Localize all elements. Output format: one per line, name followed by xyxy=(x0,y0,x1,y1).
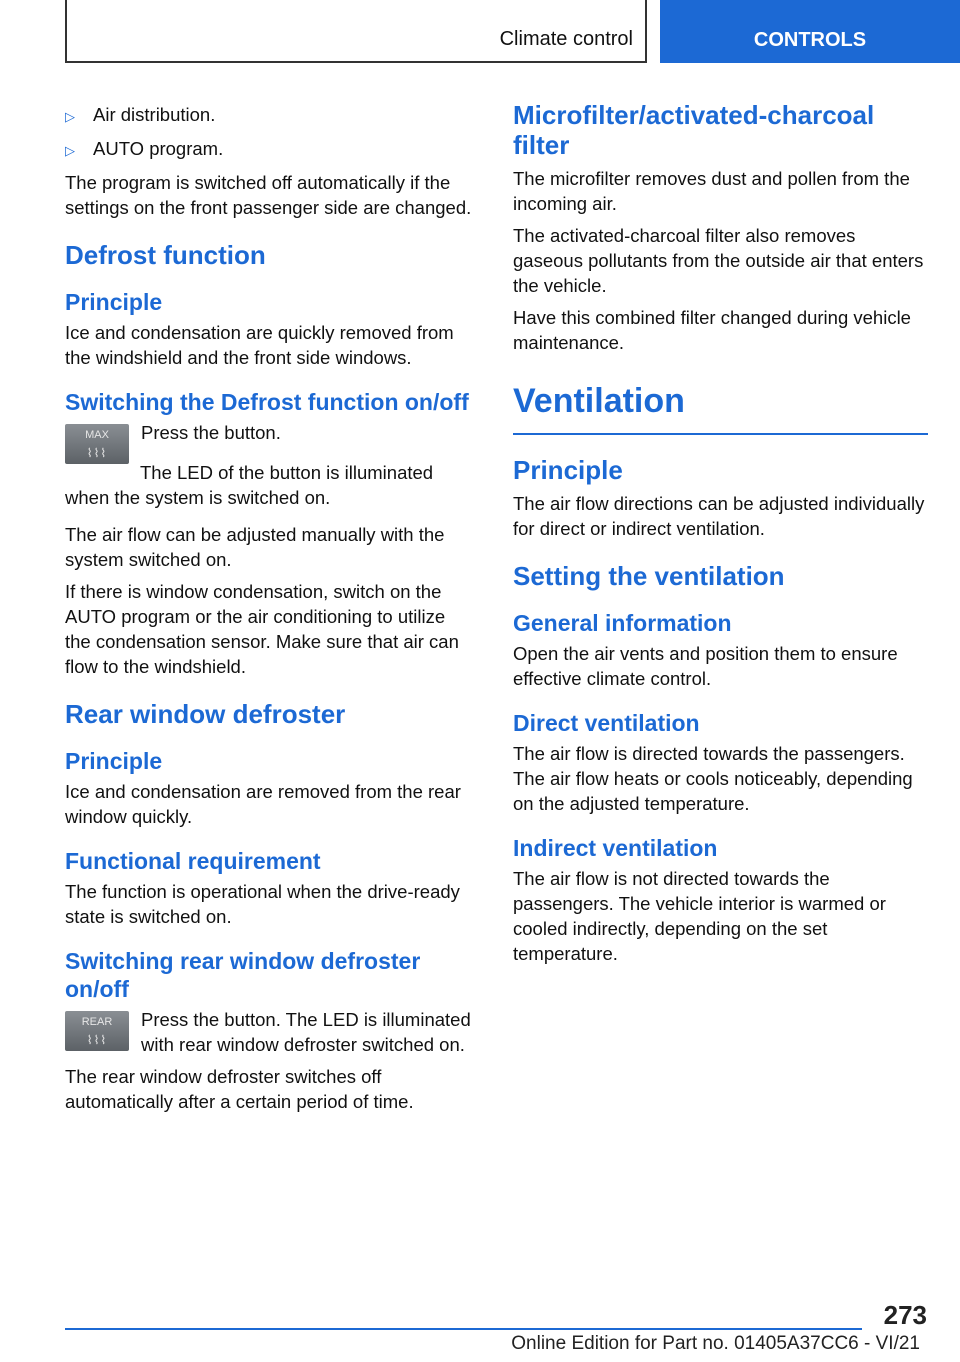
paragraph: The LED of the button is illuminated when the system is switched on. xyxy=(65,462,434,508)
button-label: MAX xyxy=(85,429,109,441)
subheading-general: General information xyxy=(513,610,732,636)
paragraph: The rear window defroster switches off automatically after a certain period of time. xyxy=(65,1066,414,1112)
paragraph: Have this combined filter changed during vehicle maintenance. xyxy=(513,307,911,353)
button-label: REAR xyxy=(81,1016,113,1028)
paragraph: Ice and condensation are removed from the rear window quickly. xyxy=(65,781,461,827)
footer-divider xyxy=(65,1328,862,1330)
paragraph: The microfilter removes dust and pollen from the incoming air. xyxy=(513,168,910,214)
rear-defrost-button-icon xyxy=(65,1011,129,1051)
footer-edition: Online Edition for Part no. 01405A37CC6 - VI/21 xyxy=(511,1333,920,1354)
heading-setting-ventilation: Setting the ventilation xyxy=(513,561,785,591)
list-item-text: Air distribution. xyxy=(93,104,216,125)
triangle-bullet-icon: ▷ xyxy=(65,143,75,158)
paragraph: The program is switched off automatically if the settings on the front passenger side are changed. xyxy=(65,172,472,218)
paragraph: The air flow is directed towards the passengers. The air flow heats or cools noticeably, depending on the adjusted temperature. xyxy=(513,743,913,814)
subheading-direct: Direct ventilation xyxy=(513,710,700,736)
left-column xyxy=(65,100,475,1121)
subheading-principle: Principle xyxy=(65,748,163,774)
list-item-text: AUTO program. xyxy=(93,138,224,159)
paragraph: Press the button. xyxy=(141,422,281,443)
paragraph: The air flow can be adjusted manually with the system switched on. xyxy=(65,524,445,570)
heading-filter: Microfilter/activated-charcoal filter xyxy=(513,100,875,160)
paragraph: If there is window condensation, switch on the AUTO program or the air conditioning to utilize the condensation sensor. Make sure that air can flow to the windshield. xyxy=(65,581,459,677)
heading-ventilation: Ventilation xyxy=(513,379,928,435)
paragraph: The activated-charcoal filter also removes gaseous pollutants from the outside air that enters the vehicle. xyxy=(513,225,924,296)
max-button-row xyxy=(65,420,475,464)
chapter-tab: CONTROLS xyxy=(660,0,960,63)
paragraph: Press the button. The LED is illuminated with rear window defroster switched on. xyxy=(141,1009,471,1055)
header-frame xyxy=(65,0,647,63)
max-defrost-button-icon xyxy=(65,424,129,464)
subheading-principle: Principle xyxy=(65,289,163,315)
list-item xyxy=(65,136,475,163)
subheading-indirect: Indirect ventilation xyxy=(513,835,718,861)
paragraph: The function is operational when the drive-ready state is switched on. xyxy=(65,881,460,927)
heat-lines-icon: ⌇⌇⌇ xyxy=(86,446,108,460)
right-column xyxy=(513,100,928,973)
rear-button-row xyxy=(65,1007,475,1064)
heat-lines-icon: ⌇⌇⌇ xyxy=(86,1033,108,1047)
section-title: Climate control xyxy=(499,28,633,50)
page-number: 273 xyxy=(883,1300,927,1330)
heading-principle: Principle xyxy=(513,455,623,485)
heading-defrost: Defrost function xyxy=(65,240,266,270)
paragraph: The air flow directions can be adjusted individually for direct or indirect ventilation. xyxy=(513,493,925,539)
paragraph: The air flow is not directed towards the passengers. The vehicle interior is warmed or cooled indirectly, depending on the set temperature. xyxy=(513,868,886,964)
paragraph: Open the air vents and position them to ensure effective climate control. xyxy=(513,643,898,689)
heading-rear-defroster: Rear window defroster xyxy=(65,699,346,729)
paragraph: Ice and condensation are quickly removed from the windshield and the front side windows. xyxy=(65,322,454,368)
triangle-bullet-icon: ▷ xyxy=(65,109,75,124)
subheading-defrost-switch: Switching the Defrost function on/off xyxy=(65,389,469,415)
subheading-functional-requirement: Functional requirement xyxy=(65,848,321,874)
list-item xyxy=(65,102,475,129)
subheading-rear-switch: Switching rear window defroster on/off xyxy=(65,948,421,1002)
